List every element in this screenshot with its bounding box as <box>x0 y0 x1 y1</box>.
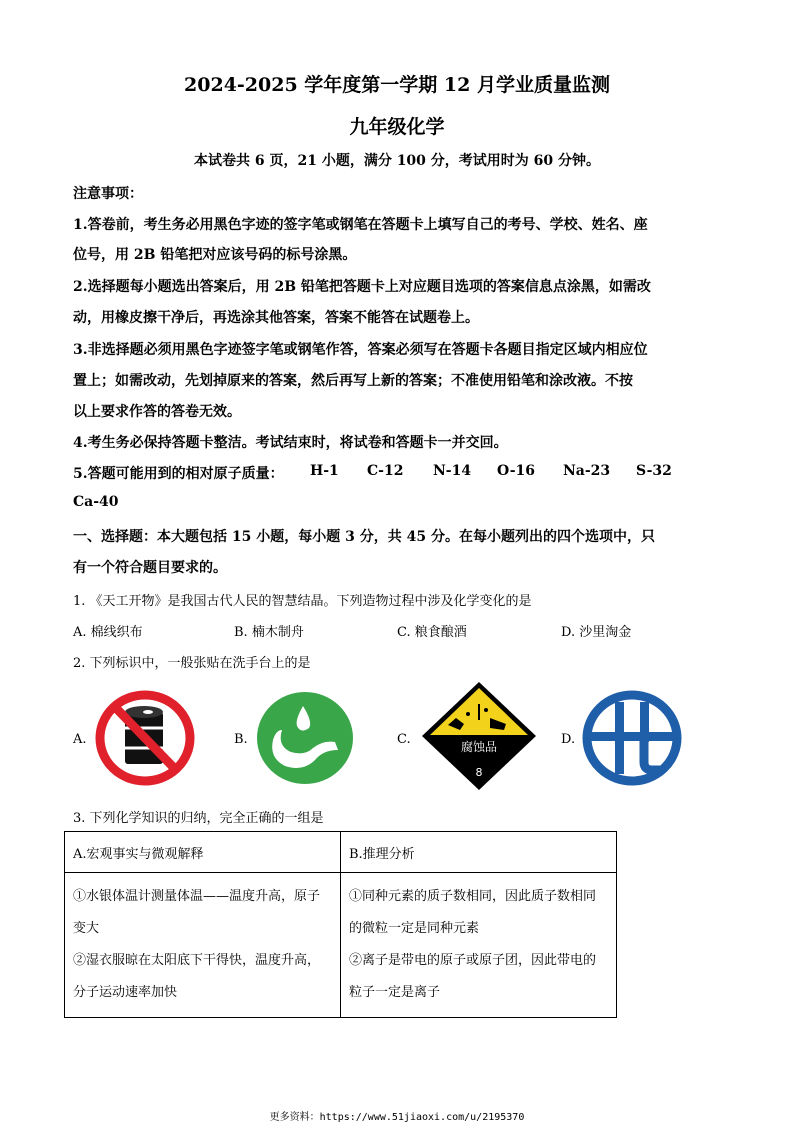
table-cell-a <box>65 873 341 1018</box>
notice-line: 位号，用 2B 铅笔把对应该号码的标号涂黑。 <box>73 247 357 263</box>
corrosive-class-number: 8 <box>475 766 483 779</box>
question-2-label-d[interactable]: D. <box>561 732 576 747</box>
table-cell-a-item: ②湿衣服晾在太阳底下干得快，温度升高，分子运动速率加快 <box>73 953 321 1000</box>
table-head-a: A.宏观事实与微观解释 <box>65 832 341 873</box>
question-3-stem: 3. 下列化学知识的归纳，完全正确的一组是 <box>73 811 324 826</box>
notice-line: 1.答卷前，考生务必用黑色字迹的签字笔或钢笔在答题卡上填写自己的考号、学校、姓名、座 <box>73 217 648 233</box>
table-cell-a-item: ①水银体温计测量体温——温度升高，原子变大 <box>73 889 321 936</box>
question-3-table <box>64 831 617 1018</box>
atom-c: C-12 <box>367 463 404 479</box>
footer-link[interactable]: 更多资料：https://www.51jiaoxi.com/u/2195370 <box>269 1112 525 1123</box>
atom-o: O-16 <box>497 463 536 479</box>
notice-heading: 注意事项： <box>73 186 143 202</box>
table-head-b: B.推理分析 <box>341 832 617 873</box>
notice-line: 动，用橡皮擦干净后，再选涂其他答案，答案不能答在试题卷上。 <box>73 310 479 326</box>
atom-na: Na-23 <box>563 463 611 479</box>
table-cell-b <box>341 873 617 1018</box>
atomic-mass-line <box>73 463 284 483</box>
exam-title: 2024-2025 学年度第一学期 12 月学业质量监测 <box>184 74 610 96</box>
section-heading-cont: 有一个符合题目要求的。 <box>73 560 227 576</box>
question-1-option-d[interactable]: D. 沙里淘金 <box>561 625 632 640</box>
notice-line: 4.考生务必保持答题卡整洁。考试结束时，将试卷和答题卡一并交回。 <box>73 435 508 451</box>
notice-line: 以上要求作答的答卷无效。 <box>73 404 241 420</box>
exam-intro: 本试卷共 6 页，21 小题，满分 100 分，考试用时为 60 分钟。 <box>193 153 601 169</box>
question-2-label-a[interactable]: A. <box>73 732 87 747</box>
notice-line: 置上；如需改动，先划掉原来的答案，然后再写上新的答案；不准使用铅笔和涂改液。不按 <box>73 373 633 389</box>
table-cell-b-item: ②离子是带电的原子或原子团，因此带电的粒子一定是离子 <box>349 953 597 1000</box>
question-2-stem: 2. 下列标识中，一般张贴在洗手台上的是 <box>73 656 311 671</box>
water-saving-emblem-icon[interactable] <box>582 690 682 786</box>
exam-subtitle: 九年级化学 <box>349 116 445 138</box>
atom-n: N-14 <box>433 463 472 479</box>
table-cell-b-item: ①同种元素的质子数相同，因此质子数相同的微粒一定是同种元素 <box>349 889 597 936</box>
atom-h: H-1 <box>310 463 339 479</box>
atom-s: S-32 <box>636 463 672 479</box>
section-heading: 一、选择题：本大题包括 15 小题，每小题 3 分，共 45 分。在每小题列出的四个选项中，只 <box>73 529 655 545</box>
question-2-label-c[interactable]: C. <box>397 732 411 747</box>
atomic-mass-label: 5.答题可能用到的相对原子质量： <box>73 466 284 482</box>
question-1-option-c[interactable]: C. 粮食酿酒 <box>397 625 467 640</box>
question-1-option-a[interactable]: A. 棉线织布 <box>73 625 143 640</box>
question-2-label-b[interactable]: B. <box>234 732 248 747</box>
notice-line: 2.选择题每小题选出答案后，用 2B 铅笔把答题卡上对应题目选项的答案信息点涂黑，如需改 <box>73 279 651 295</box>
no-oil-drum-icon[interactable] <box>93 690 197 786</box>
water-saving-icon[interactable] <box>255 690 355 786</box>
atom-ca: Ca-40 <box>73 494 119 510</box>
notice-line: 3.非选择题必须用黑色字迹签字笔或钢笔作答，答案必须写在答题卡各题目指定区域内相应位 <box>73 342 648 358</box>
question-1-option-b[interactable]: B. 楠木制舟 <box>234 625 304 640</box>
question-1-stem: 1. 《天工开物》是我国古代人民的智慧结晶。下列造物过程中涉及化学变化的是 <box>73 594 532 609</box>
corrosive-text: 腐蚀品 <box>460 740 497 754</box>
